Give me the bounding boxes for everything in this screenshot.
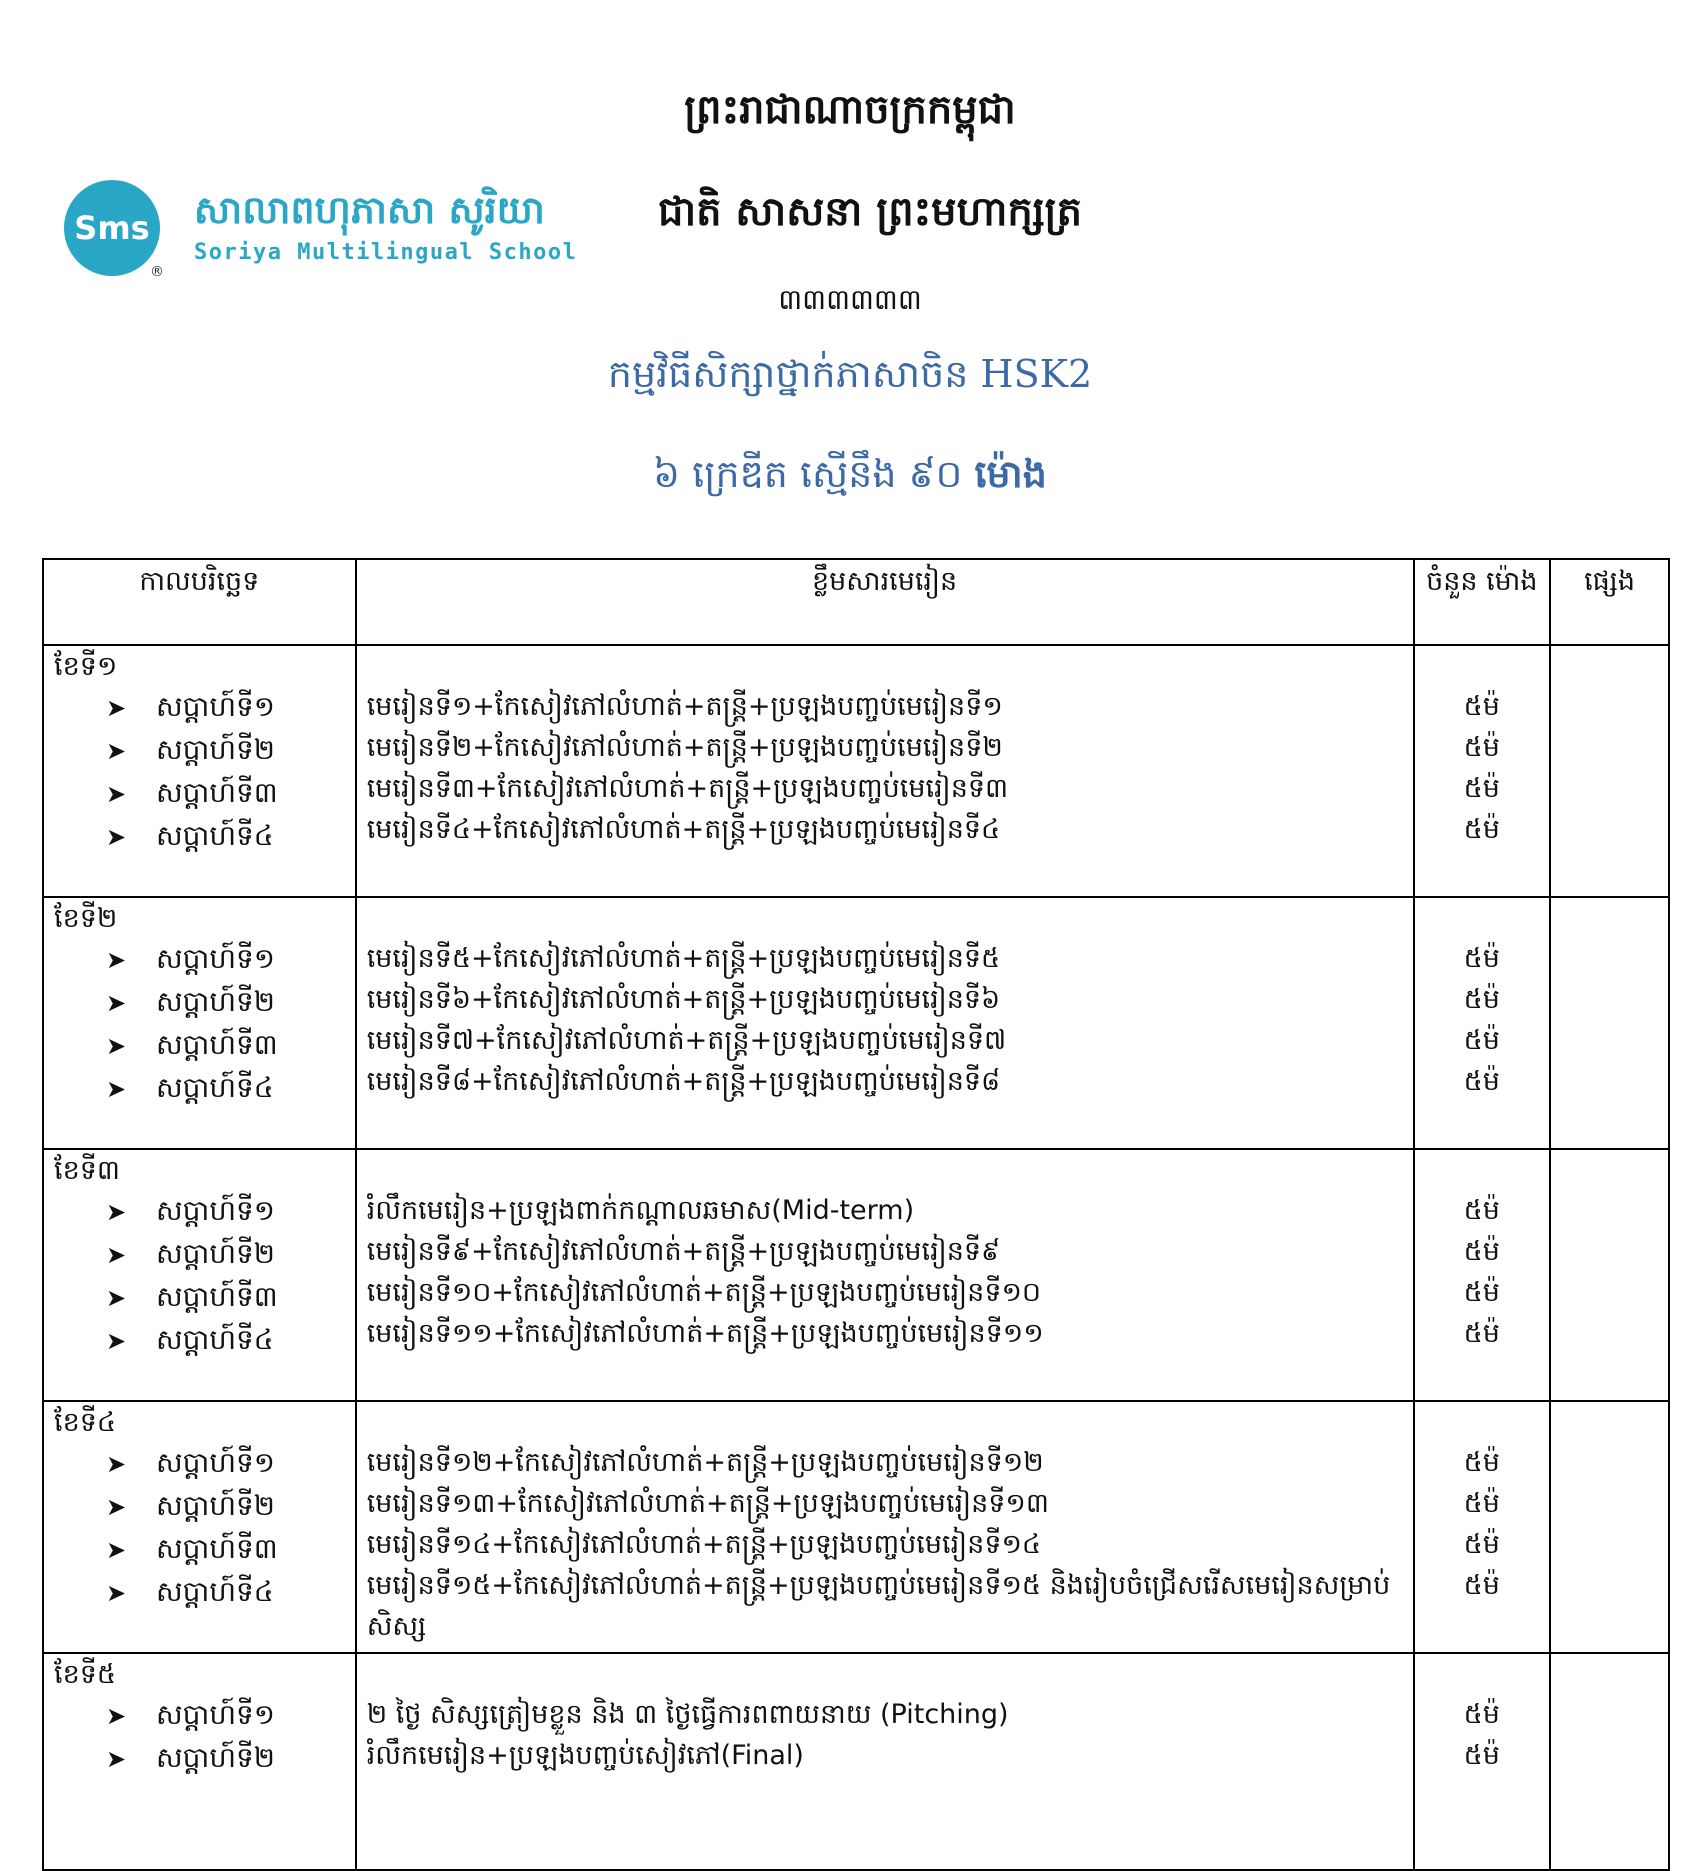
- week-label: សប្តាហ៍ទី៣: [156, 1532, 278, 1565]
- lesson-text: មេរៀនទី១៤+កែសៀវភៅលំហាត់+តន្ត្រី+ប្រឡងបញ្ចប់មេរៀនទី១៤: [366, 1529, 1042, 1560]
- lesson-text: រំលឹកមេរៀន+ប្រឡងពាក់កណ្តាលឆមាស(Mid-term): [366, 1195, 915, 1226]
- content-cell: [356, 1653, 1414, 1870]
- arrow-bullet-icon: ➤: [106, 694, 127, 722]
- other-cell: [1550, 645, 1669, 897]
- date-cell: [43, 1653, 356, 1870]
- arrow-bullet-icon: ➤: [106, 989, 127, 1017]
- lesson-text: មេរៀនទី១៥+កែសៀវភៅលំហាត់+តន្ត្រី+ប្រឡងបញ្ចប់មេរៀនទី១៥ និងរៀបចំជ្រើសរើសមេរៀនសម្រាប់សិស្ស: [366, 1570, 1391, 1642]
- credits-line: [0, 450, 1700, 506]
- week-item: [44, 772, 355, 815]
- header-other: ផ្សេង: [1550, 559, 1669, 645]
- other-cell: [1550, 897, 1669, 1149]
- hours-value: ៥ម៉: [1463, 1570, 1500, 1601]
- week-item: [44, 1067, 355, 1110]
- arrow-bullet-icon: ➤: [106, 737, 127, 765]
- lesson-text: ២ ថ្ងៃ សិស្សត្រៀមខ្លួន និង ៣ ថ្ងៃធ្វើការពពាយនាយ (Pitching): [366, 1699, 1009, 1730]
- lesson-text: មេរៀនទី២+កែសៀវភៅលំហាត់+តន្ត្រី+ប្រឡងបញ្ចប់មេរៀនទី២: [366, 732, 1003, 763]
- arrow-bullet-icon: ➤: [106, 780, 127, 808]
- school-name-khmer: សាលាពហុភាសា សូរិយា: [194, 188, 545, 232]
- lesson-text: មេរៀនទី៧+កែសៀវភៅលំហាត់+តន្ត្រី+ប្រឡងបញ្ចប់មេរៀនទី៧: [366, 1025, 1007, 1056]
- lesson-text: មេរៀនទី១+កែសៀវភៅលំហាត់+តន្ត្រី+ប្រឡងបញ្ចប់មេរៀនទី១: [366, 691, 1003, 722]
- arrow-bullet-icon: ➤: [106, 1536, 127, 1564]
- header-hours: ចំនួន ម៉ោង: [1414, 559, 1551, 645]
- hours-value: ៥ម៉: [1463, 1318, 1500, 1349]
- week-item: [44, 686, 355, 729]
- arrow-bullet-icon: ➤: [106, 1241, 127, 1269]
- week-item: [44, 1737, 355, 1780]
- hours-value: ៥ម៉: [1463, 732, 1500, 763]
- lesson-text: មេរៀនទី១០+កែសៀវភៅលំហាត់+តន្ត្រី+ប្រឡងបញ្ចប់មេរៀនទី១០: [366, 1277, 1042, 1308]
- lesson-text: មេរៀនទី៣+កែសៀវភៅលំហាត់+តន្ត្រី+ប្រឡងបញ្ចប់មេរៀនទី៣: [366, 773, 1009, 804]
- week-label: សប្តាហ៍ទី៤: [156, 1323, 274, 1356]
- week-item: [44, 1276, 355, 1319]
- hours-cell: [1414, 897, 1551, 1149]
- week-label: សប្តាហ៍ទី២: [156, 733, 275, 766]
- week-item: [44, 729, 355, 772]
- content-cell: [356, 1149, 1414, 1401]
- kingdom-title: ព្រះរាជាណាចក្រកម្ពុជា: [684, 87, 1016, 133]
- week-label: សប្តាហ៍ទី២: [156, 1237, 275, 1270]
- week-label: សប្តាហ៍ទី៣: [156, 776, 278, 809]
- arrow-bullet-icon: ➤: [106, 1075, 127, 1103]
- week-item: [44, 1190, 355, 1233]
- month-row: [43, 1401, 1669, 1653]
- date-cell: [43, 1401, 356, 1653]
- arrow-bullet-icon: ➤: [106, 1579, 127, 1607]
- month-row: [43, 645, 1669, 897]
- hours-value: ៥ម៉: [1463, 1488, 1500, 1519]
- hours-cell: [1414, 1653, 1551, 1870]
- month-label: ខែទី១: [54, 651, 118, 682]
- hours-value: ៥ម៉: [1463, 691, 1500, 722]
- week-label: សប្តាហ៍ទី៤: [156, 819, 274, 852]
- lesson-text: មេរៀនទី៦+កែសៀវភៅលំហាត់+តន្ត្រី+ប្រឡងបញ្ចប់មេរៀនទី៦: [366, 984, 1001, 1015]
- month-label: ខែទី២: [54, 903, 118, 934]
- week-label: សប្តាហ៍ទី២: [156, 985, 275, 1018]
- arrow-bullet-icon: ➤: [106, 1745, 127, 1773]
- table-body: [43, 645, 1669, 1870]
- hours-value: ៥ម៉: [1463, 1529, 1500, 1560]
- hours-value: ៥ម៉: [1463, 1025, 1500, 1056]
- week-item: [44, 938, 355, 981]
- other-cell: [1550, 1401, 1669, 1653]
- lesson-text: មេរៀនទី៥+កែសៀវភៅលំហាត់+តន្ត្រី+ប្រឡងបញ្ចប់មេរៀនទី៥: [366, 943, 1001, 974]
- credits-unit: ម៉ោង: [974, 451, 1047, 496]
- lesson-text: មេរៀនទី៩+កែសៀវភៅលំហាត់+តន្ត្រី+ប្រឡងបញ្ចប់មេរៀនទី៩: [366, 1236, 1001, 1267]
- week-item: [44, 1528, 355, 1571]
- week-label: សប្តាហ៍ទី៣: [156, 1280, 278, 1313]
- date-cell: [43, 645, 356, 897]
- lesson-text: មេរៀនទី១១+កែសៀវភៅលំហាត់+តន្ត្រី+ប្រឡងបញ្ចប់មេរៀនទី១១: [366, 1318, 1044, 1349]
- week-label: សប្តាហ៍ទី១: [156, 942, 275, 975]
- other-cell: [1550, 1149, 1669, 1401]
- hours-value: ៥ម៉: [1463, 1447, 1500, 1478]
- week-label: សប្តាហ៍ទី៤: [156, 1071, 274, 1104]
- week-item: [44, 815, 355, 858]
- week-item: [44, 1442, 355, 1485]
- month-row: [43, 1653, 1669, 1870]
- week-label: សប្តាហ៍ទី១: [156, 1194, 275, 1227]
- credits-prefix: ៦ ក្រេឌីត ស្មើនឹង ៩០: [653, 452, 963, 496]
- week-label: សប្តាហ៍ទី៤: [156, 1575, 274, 1608]
- arrow-bullet-icon: ➤: [106, 1702, 127, 1730]
- lesson-text: មេរៀនទី១៣+កែសៀវភៅលំហាត់+តន្ត្រី+ប្រឡងបញ្ចប់មេរៀនទី១៣: [366, 1488, 1049, 1519]
- logo-mark: Sms: [64, 180, 160, 276]
- week-item: [44, 1485, 355, 1528]
- month-row: [43, 1149, 1669, 1401]
- week-label: សប្តាហ៍ទី៣: [156, 1028, 278, 1061]
- lesson-text: មេរៀនទី៨+កែសៀវភៅលំហាត់+តន្ត្រី+ប្រឡងបញ្ចប់មេរៀនទី៨: [366, 1066, 1001, 1097]
- program-title: កម្មវិធីសិក្សាថ្នាក់ភាសាចិន HSK2: [607, 352, 1093, 396]
- arrow-bullet-icon: ➤: [106, 823, 127, 851]
- lesson-text: មេរៀនទី៤+កែសៀវភៅលំហាត់+តន្ត្រី+ប្រឡងបញ្ចប់មេរៀនទី៤: [366, 814, 1001, 845]
- month-label: ខែទី៥: [54, 1659, 116, 1690]
- school-name-english: Soriya Multilingual School: [194, 240, 578, 265]
- lesson-text: មេរៀនទី១២+កែសៀវភៅលំហាត់+តន្ត្រី+ប្រឡងបញ្ចប់មេរៀនទី១២: [366, 1447, 1044, 1478]
- content-cell: [356, 897, 1414, 1149]
- arrow-bullet-icon: ➤: [106, 1284, 127, 1312]
- other-cell: [1550, 1653, 1669, 1870]
- arrow-bullet-icon: ➤: [106, 946, 127, 974]
- header-date: កាលបរិច្ឆេទ: [43, 559, 356, 645]
- week-label: សប្តាហ៍ទី២: [156, 1489, 275, 1522]
- hours-value: ៥ម៉: [1463, 984, 1500, 1015]
- registered-mark: ®: [150, 264, 164, 280]
- hours-cell: [1414, 645, 1551, 897]
- lesson-text: រំលឹកមេរៀន+ប្រឡងបញ្ចប់សៀវភៅ(Final): [366, 1740, 804, 1771]
- ornament-divider: ៣៣៣៣៣៣: [778, 283, 922, 316]
- week-item: [44, 1233, 355, 1276]
- hours-value: ៥ម៉: [1463, 1277, 1500, 1308]
- header-content: ខ្លឹមសារមេរៀន: [356, 559, 1414, 645]
- week-item: [44, 1694, 355, 1737]
- content-cell: [356, 1401, 1414, 1653]
- school-logo: [64, 180, 578, 280]
- national-motto: ជាតិ សាសនា ព្រះមហាក្សត្រ: [658, 189, 1082, 235]
- week-label: សប្តាហ៍ទី១: [156, 1698, 275, 1731]
- hours-value: ៥ម៉: [1463, 1066, 1500, 1097]
- week-item: [44, 1024, 355, 1067]
- arrow-bullet-icon: ➤: [106, 1450, 127, 1478]
- date-cell: [43, 897, 356, 1149]
- week-label: សប្តាហ៍ទី២: [156, 1741, 275, 1774]
- hours-value: ៥ម៉: [1463, 1195, 1500, 1226]
- content-cell: [356, 645, 1414, 897]
- hours-value: ៥ម៉: [1463, 943, 1500, 974]
- month-label: ខែទី៤: [54, 1407, 116, 1438]
- hours-cell: [1414, 1401, 1551, 1653]
- table-header-row: [43, 559, 1669, 645]
- arrow-bullet-icon: ➤: [106, 1032, 127, 1060]
- week-label: សប្តាហ៍ទី១: [156, 690, 275, 723]
- syllabus-table: [42, 558, 1670, 1871]
- arrow-bullet-icon: ➤: [106, 1327, 127, 1355]
- arrow-bullet-icon: ➤: [106, 1198, 127, 1226]
- hours-value: ៥ម៉: [1463, 1740, 1500, 1771]
- arrow-bullet-icon: ➤: [106, 1493, 127, 1521]
- hours-value: ៥ម៉: [1463, 814, 1500, 845]
- hours-value: ៥ម៉: [1463, 1236, 1500, 1267]
- hours-cell: [1414, 1149, 1551, 1401]
- month-label: ខែទី៣: [54, 1155, 120, 1186]
- week-label: សប្តាហ៍ទី១: [156, 1446, 275, 1479]
- hours-value: ៥ម៉: [1463, 773, 1500, 804]
- week-item: [44, 981, 355, 1024]
- month-row: [43, 897, 1669, 1149]
- hours-value: ៥ម៉: [1463, 1699, 1500, 1730]
- date-cell: [43, 1149, 356, 1401]
- week-item: [44, 1571, 355, 1614]
- week-item: [44, 1319, 355, 1362]
